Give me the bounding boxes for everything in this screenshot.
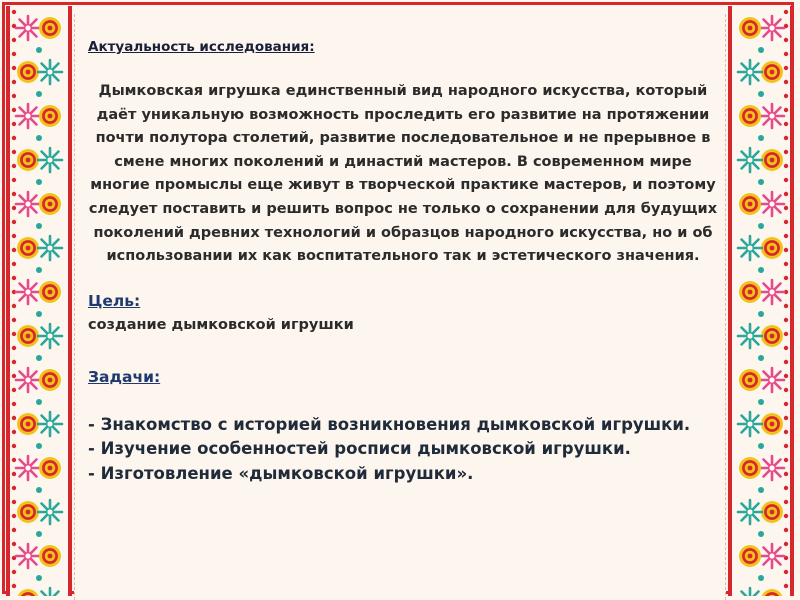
dot-ornament-icon bbox=[784, 346, 788, 350]
dot-ornament-icon bbox=[784, 94, 788, 98]
snowflake-ornament-icon bbox=[16, 368, 40, 392]
snowflake-ornament-icon bbox=[760, 280, 784, 304]
dot-ornament-icon bbox=[784, 248, 788, 252]
snowflake-ornament-icon bbox=[760, 104, 784, 128]
snowflake-ornament-icon bbox=[738, 148, 762, 172]
flower-ornament-icon bbox=[17, 61, 39, 83]
flower-ornament-icon bbox=[739, 545, 761, 567]
dot-ornament-icon bbox=[12, 136, 16, 140]
dot-ornament-icon bbox=[758, 47, 764, 53]
dot-ornament-icon bbox=[12, 416, 16, 420]
dot-ornament-icon bbox=[784, 304, 788, 308]
dot-ornament-icon bbox=[784, 570, 788, 574]
snowflake-ornament-icon bbox=[16, 192, 40, 216]
snowflake-ornament-icon bbox=[738, 60, 762, 84]
dot-ornament-icon bbox=[784, 52, 788, 56]
dot-ornament-icon bbox=[12, 528, 16, 532]
dot-ornament-icon bbox=[784, 318, 788, 322]
tasks-title: Задачи: bbox=[88, 367, 161, 386]
dot-ornament-icon bbox=[12, 584, 16, 588]
dot-ornament-icon bbox=[758, 355, 764, 361]
dot-ornament-icon bbox=[784, 108, 788, 112]
dot-ornament-icon bbox=[36, 47, 42, 53]
dot-ornament-icon bbox=[12, 304, 16, 308]
dot-ornament-icon bbox=[784, 402, 788, 406]
dot-ornament-icon bbox=[36, 531, 42, 537]
flower-ornament-icon bbox=[39, 17, 61, 39]
flower-ornament-icon bbox=[17, 149, 39, 171]
dot-ornament-icon bbox=[12, 458, 16, 462]
snowflake-ornament-icon bbox=[16, 544, 40, 568]
dot-ornament-icon bbox=[784, 416, 788, 420]
snowflake-ornament-icon bbox=[38, 324, 62, 348]
dot-ornament-icon bbox=[12, 66, 16, 70]
dot-ornament-icon bbox=[12, 80, 16, 84]
dot-ornament-icon bbox=[784, 150, 788, 154]
dot-ornament-icon bbox=[784, 10, 788, 14]
dot-ornament-icon bbox=[758, 267, 764, 273]
dot-ornament-icon bbox=[758, 223, 764, 229]
snowflake-ornament-icon bbox=[738, 236, 762, 260]
dot-ornament-icon bbox=[12, 500, 16, 504]
dot-ornament-icon bbox=[784, 192, 788, 196]
dot-ornament-icon bbox=[784, 38, 788, 42]
dot-ornament-icon bbox=[12, 150, 16, 154]
dot-ornament-icon bbox=[784, 486, 788, 490]
dot-ornament-icon bbox=[36, 223, 42, 229]
dot-ornament-icon bbox=[784, 542, 788, 546]
snowflake-ornament-icon bbox=[738, 412, 762, 436]
dot-ornament-icon bbox=[36, 399, 42, 405]
dot-ornament-icon bbox=[784, 458, 788, 462]
right-ornament-border bbox=[728, 6, 794, 596]
goal-title: Цель: bbox=[88, 291, 141, 310]
flower-ornament-icon bbox=[739, 281, 761, 303]
flower-ornament-icon bbox=[739, 105, 761, 127]
snowflake-ornament-icon bbox=[38, 500, 62, 524]
flower-ornament-icon bbox=[39, 457, 61, 479]
dot-ornament-icon bbox=[784, 164, 788, 168]
snowflake-ornament-icon bbox=[738, 500, 762, 524]
dot-ornament-icon bbox=[784, 136, 788, 140]
dot-ornament-icon bbox=[784, 234, 788, 238]
dot-ornament-icon bbox=[12, 108, 16, 112]
dot-ornament-icon bbox=[758, 91, 764, 97]
text-block bbox=[88, 38, 718, 486]
tasks-list bbox=[88, 413, 718, 487]
snowflake-ornament-icon bbox=[760, 544, 784, 568]
flower-ornament-icon bbox=[739, 17, 761, 39]
dot-ornament-icon bbox=[784, 388, 788, 392]
task-item: - Изготовление «дымковской игрушки». bbox=[88, 463, 474, 483]
dot-ornament-icon bbox=[784, 374, 788, 378]
snowflake-ornament-icon bbox=[760, 16, 784, 40]
dot-ornament-icon bbox=[36, 311, 42, 317]
dot-ornament-icon bbox=[758, 531, 764, 537]
snowflake-ornament-icon bbox=[738, 324, 762, 348]
relevance-paragraph: Дымковская игрушка единственный вид народного искусства, который даёт уникальную возможность проследить его развитие на протяжении почти полутора столетий, развитие последовательное и не прерывное в смене многих поколений и династий мастеров. В современном мире многие промыслы еще живут в творческой практике мастеров, и поэтому следует поставить и решить вопрос не только о сохранении для будущих поколений древних технологий и образцов народного искусства, но и об использовании их как воспитательного так и эстетического значения. bbox=[88, 83, 718, 265]
flower-ornament-icon bbox=[39, 369, 61, 391]
dot-ornament-icon bbox=[784, 360, 788, 364]
goal-text: создание дымковской игрушки bbox=[88, 316, 354, 333]
dot-ornament-icon bbox=[784, 206, 788, 210]
relevance-heading: Актуальность исследования: bbox=[88, 39, 315, 55]
dot-ornament-icon bbox=[12, 178, 16, 182]
flower-ornament-icon bbox=[761, 61, 783, 83]
dot-ornament-icon bbox=[784, 514, 788, 518]
flower-ornament-icon bbox=[39, 545, 61, 567]
flower-ornament-icon bbox=[39, 281, 61, 303]
dot-ornament-icon bbox=[12, 360, 16, 364]
snowflake-ornament-icon bbox=[16, 456, 40, 480]
dot-ornament-icon bbox=[784, 472, 788, 476]
dot-ornament-icon bbox=[12, 206, 16, 210]
flower-ornament-icon bbox=[17, 237, 39, 259]
snowflake-ornament-icon bbox=[16, 280, 40, 304]
dot-ornament-icon bbox=[12, 276, 16, 280]
snowflake-ornament-icon bbox=[38, 60, 62, 84]
dot-ornament-icon bbox=[758, 487, 764, 493]
dot-ornament-icon bbox=[784, 262, 788, 266]
right-ornament-pattern bbox=[728, 6, 794, 596]
flower-ornament-icon bbox=[761, 149, 783, 171]
dot-ornament-icon bbox=[784, 444, 788, 448]
dot-ornament-icon bbox=[12, 486, 16, 490]
snowflake-ornament-icon bbox=[16, 104, 40, 128]
dot-ornament-icon bbox=[12, 122, 16, 126]
snowflake-ornament-icon bbox=[760, 192, 784, 216]
dot-ornament-icon bbox=[12, 542, 16, 546]
flower-ornament-icon bbox=[761, 237, 783, 259]
snowflake-ornament-icon bbox=[16, 16, 40, 40]
dot-ornament-icon bbox=[758, 575, 764, 581]
dot-ornament-icon bbox=[784, 500, 788, 504]
dot-ornament-icon bbox=[12, 234, 16, 238]
dot-ornament-icon bbox=[784, 528, 788, 532]
snowflake-ornament-icon bbox=[760, 368, 784, 392]
dot-ornament-icon bbox=[758, 311, 764, 317]
flower-ornament-icon bbox=[739, 457, 761, 479]
dot-ornament-icon bbox=[12, 570, 16, 574]
dot-ornament-icon bbox=[12, 164, 16, 168]
dot-ornament-icon bbox=[36, 91, 42, 97]
dot-ornament-icon bbox=[12, 332, 16, 336]
dot-ornament-icon bbox=[12, 472, 16, 476]
flower-ornament-icon bbox=[739, 193, 761, 215]
left-ornament-pattern bbox=[6, 6, 72, 596]
dot-ornament-icon bbox=[12, 374, 16, 378]
dot-ornament-icon bbox=[36, 267, 42, 273]
dot-ornament-icon bbox=[12, 10, 16, 14]
dot-ornament-icon bbox=[784, 178, 788, 182]
dot-ornament-icon bbox=[36, 179, 42, 185]
dot-ornament-icon bbox=[758, 443, 764, 449]
dot-ornament-icon bbox=[784, 66, 788, 70]
dot-ornament-icon bbox=[36, 355, 42, 361]
dot-ornament-icon bbox=[36, 443, 42, 449]
snowflake-ornament-icon bbox=[38, 148, 62, 172]
dot-ornament-icon bbox=[784, 276, 788, 280]
task-item: - Знакомство с историей возникновения дымковской игрушки. bbox=[88, 414, 691, 434]
flower-ornament-icon bbox=[17, 501, 39, 523]
snowflake-ornament-icon bbox=[38, 236, 62, 260]
dot-ornament-icon bbox=[12, 52, 16, 56]
flower-ornament-icon bbox=[761, 325, 783, 347]
snowflake-ornament-icon bbox=[760, 456, 784, 480]
dot-ornament-icon bbox=[758, 179, 764, 185]
dot-ornament-icon bbox=[12, 514, 16, 518]
dot-ornament-icon bbox=[12, 444, 16, 448]
dot-ornament-icon bbox=[12, 220, 16, 224]
task-item: - Изучение особенностей росписи дымковской игрушки. bbox=[88, 439, 631, 459]
flower-ornament-icon bbox=[17, 325, 39, 347]
flower-ornament-icon bbox=[39, 105, 61, 127]
dot-ornament-icon bbox=[12, 192, 16, 196]
flower-ornament-icon bbox=[761, 501, 783, 523]
dot-ornament-icon bbox=[12, 402, 16, 406]
dot-ornament-icon bbox=[784, 80, 788, 84]
dot-ornament-icon bbox=[12, 388, 16, 392]
dot-ornament-icon bbox=[12, 318, 16, 322]
dot-ornament-icon bbox=[784, 122, 788, 126]
dot-ornament-icon bbox=[784, 332, 788, 336]
left-ornament-border bbox=[6, 6, 72, 596]
dot-ornament-icon bbox=[36, 487, 42, 493]
dot-ornament-icon bbox=[784, 430, 788, 434]
dot-ornament-icon bbox=[36, 135, 42, 141]
dot-ornament-icon bbox=[36, 575, 42, 581]
dot-ornament-icon bbox=[784, 584, 788, 588]
dot-ornament-icon bbox=[784, 220, 788, 224]
flower-ornament-icon bbox=[39, 193, 61, 215]
dot-ornament-icon bbox=[758, 135, 764, 141]
dot-ornament-icon bbox=[12, 262, 16, 266]
snowflake-ornament-icon bbox=[38, 412, 62, 436]
dot-ornament-icon bbox=[12, 248, 16, 252]
dot-ornament-icon bbox=[758, 399, 764, 405]
flower-ornament-icon bbox=[17, 413, 39, 435]
dot-ornament-icon bbox=[12, 346, 16, 350]
dot-ornament-icon bbox=[12, 38, 16, 42]
dot-ornament-icon bbox=[12, 94, 16, 98]
dot-ornament-icon bbox=[12, 430, 16, 434]
flower-ornament-icon bbox=[761, 413, 783, 435]
flower-ornament-icon bbox=[739, 369, 761, 391]
